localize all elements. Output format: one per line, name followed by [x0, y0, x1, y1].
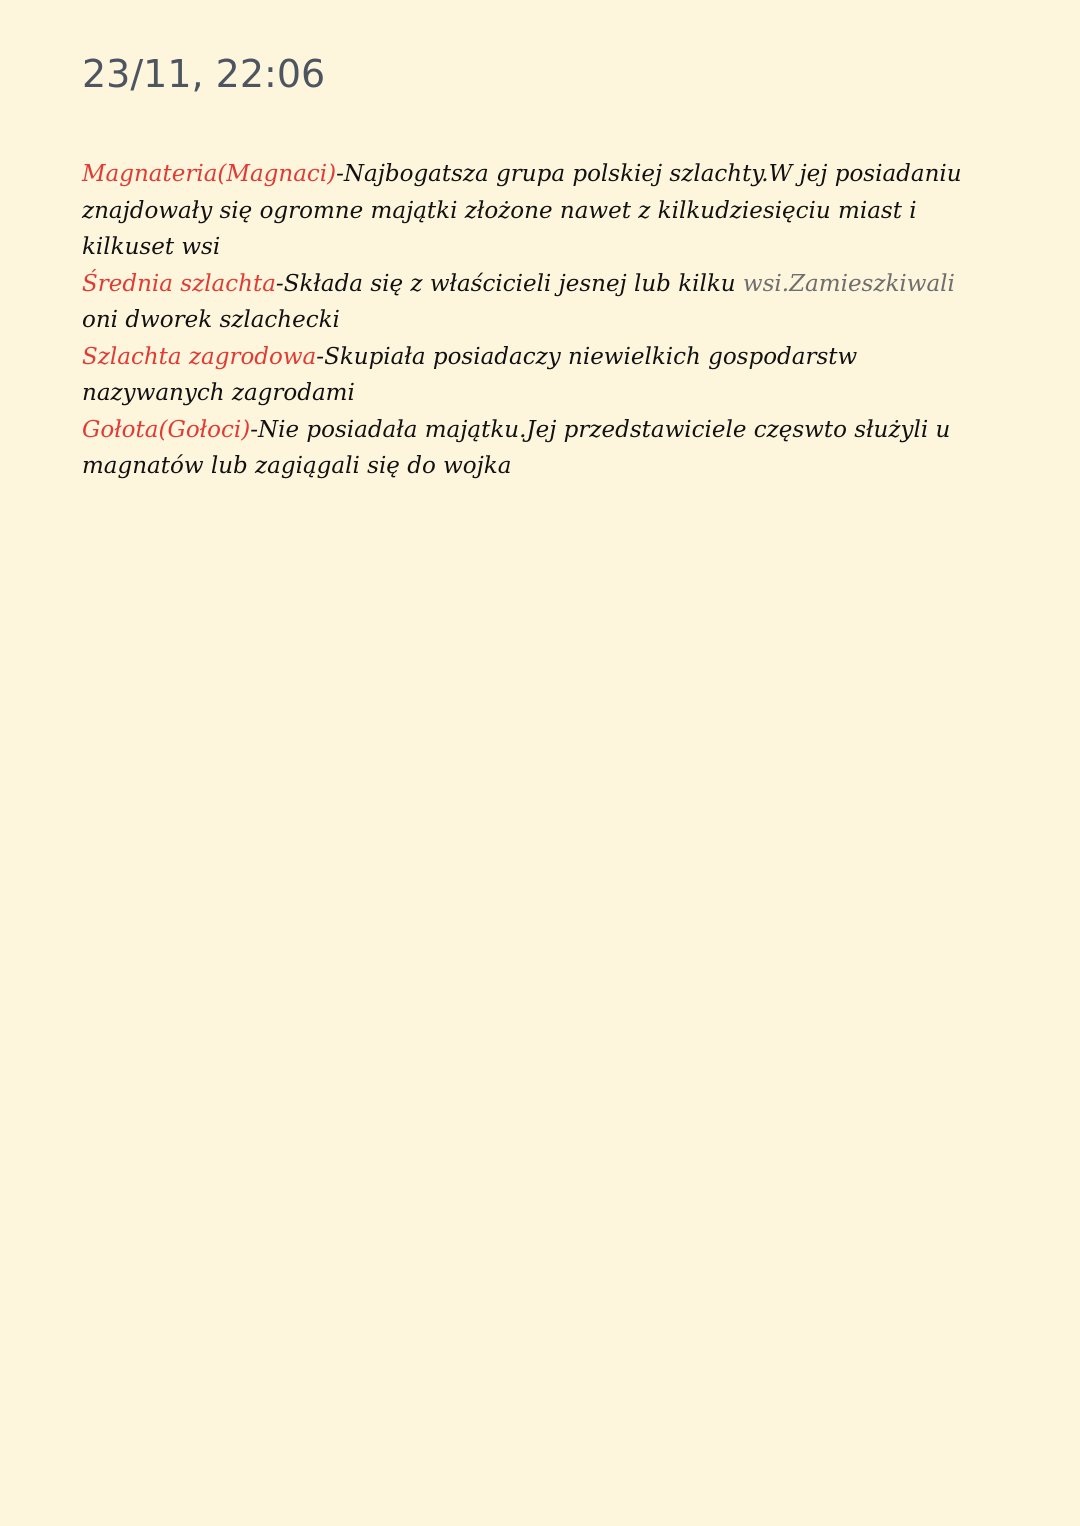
- entry-definition-tail: oni dworek szlachecki: [82, 307, 340, 333]
- note-entry-magnateria: [82, 156, 982, 266]
- entry-separator: -: [275, 270, 284, 297]
- entry-definition: Składa się z właścicieli jesnej lub kilku: [283, 270, 743, 297]
- notes-body: [82, 156, 982, 485]
- entry-definition-muted: wsi.Zamieszkiwali: [742, 270, 955, 297]
- entry-term: Gołota(Gołoci): [82, 416, 251, 443]
- entry-definition: Najbogatsza grupa polskiej szlachty.W jej posiadaniu znajdowały się ogromne majątki złożone nawet z kilkudziesięciu miast i kilkuset wsi: [82, 161, 962, 260]
- entry-definition: Skupiała posiadaczy niewielkich gospodarstw nazywanych zagrodami: [82, 343, 858, 406]
- entry-separator: -: [316, 343, 325, 370]
- note-entry-golota: [82, 412, 982, 485]
- entry-term: Średnia szlachta: [82, 270, 276, 297]
- entry-term: Szlachta zagrodowa: [82, 343, 317, 370]
- note-timestamp: 23/11, 22:06: [82, 52, 326, 96]
- entry-separator: -: [250, 416, 258, 443]
- note-entry-srednia-szlachta: [82, 266, 982, 339]
- entry-separator: -: [336, 161, 344, 187]
- entry-term: Magnateria(Magnaci): [82, 161, 337, 187]
- entry-definition: Nie posiadała majątku.Jej przedstawiciele częswto służyli u magnatów lub zagiągali się do wojka: [82, 416, 951, 479]
- note-entry-szlachta-zagrodowa: [82, 339, 982, 412]
